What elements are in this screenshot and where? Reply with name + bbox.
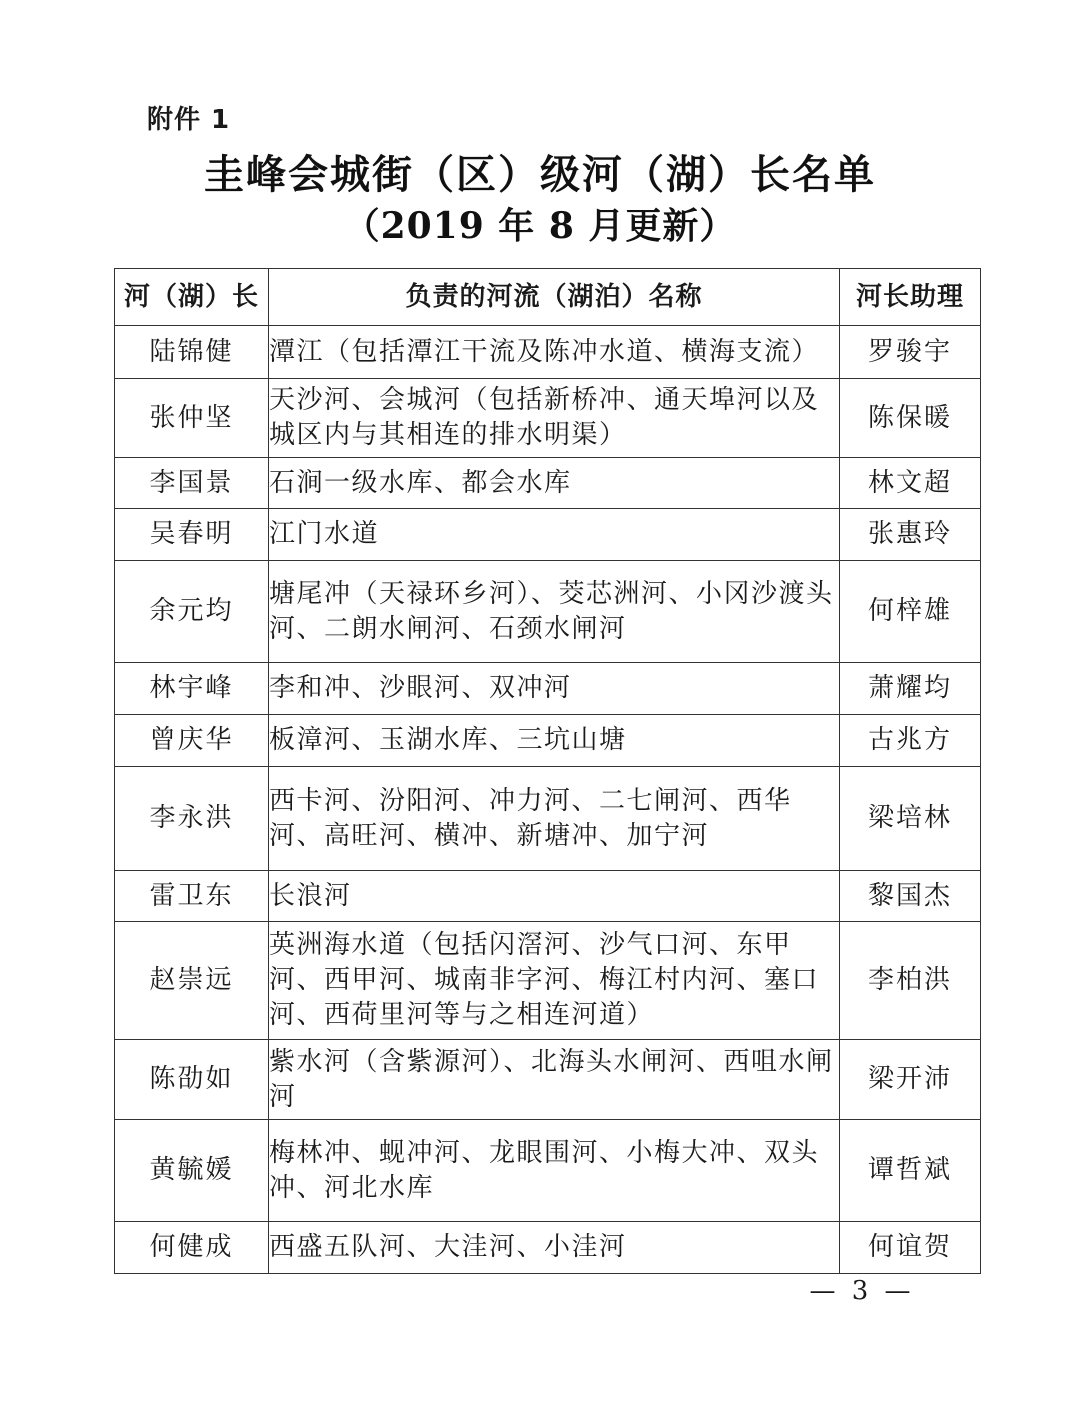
assistant-name: 李柏洪 [840,922,981,1040]
assistant-name: 陈保暖 [840,379,981,458]
river-list: 江门水道 [269,509,840,561]
table-row [115,1120,981,1222]
table-row [115,509,981,561]
document-subtitle: （2019 年 8 月更新） [343,205,737,247]
assistant-name: 谭哲斌 [840,1120,981,1222]
river-list: 西盛五队河、大洼河、小洼河 [269,1222,840,1274]
assistant-name: 张惠玲 [840,509,981,561]
table-row [115,326,981,379]
assistant-name: 梁培林 [840,767,981,871]
assistant-name: 梁开沛 [840,1040,981,1120]
river-list: 李和冲、沙眼河、双冲河 [269,663,840,715]
chief-name: 李永洪 [115,767,269,871]
assistant-name: 罗骏宇 [840,326,981,379]
table-row [115,379,981,458]
chief-name: 陆锦健 [115,326,269,379]
river-list: 天沙河、会城河（包括新桥冲、通天埠河以及城区内与其相连的排水明渠） [269,379,840,458]
chief-name: 陈劭如 [115,1040,269,1120]
chief-name: 张仲坚 [115,379,269,458]
chief-name: 李国景 [115,458,269,509]
table-row [115,1222,981,1274]
table-row [115,767,981,871]
attachment-label: 附件 1 [147,105,231,135]
assistant-name: 何谊贺 [840,1222,981,1274]
river-list: 紫水河（含紫源河）、北海头水闸河、西咀水闸河 [269,1040,840,1120]
river-chief-table [114,268,981,1274]
assistant-name: 林文超 [840,458,981,509]
river-list: 石涧一级水库、都会水库 [269,458,840,509]
chief-name: 何健成 [115,1222,269,1274]
river-list: 西卡河、汾阳河、冲力河、二七闸河、西华河、高旺河、横冲、新塘冲、加宁河 [269,767,840,871]
document-title: 圭峰会城街（区）级河（湖）长名单 [204,151,876,198]
river-list: 塘尾冲（天禄环乡河）、茭芯洲河、小冈沙渡头河、二朗水闸河、石颈水闸河 [269,561,840,663]
river-list: 梅林冲、蚬冲河、龙眼围河、小梅大冲、双头冲、河北水库 [269,1120,840,1222]
table-row [115,458,981,509]
chief-name: 林宇峰 [115,663,269,715]
assistant-name: 何梓雄 [840,561,981,663]
table-row [115,871,981,922]
river-list: 英洲海水道（包括闪滘河、沙气口河、东甲河、西甲河、城南非字河、梅江村内河、塞口河、西荷里河等与之相连河道） [269,922,840,1040]
chief-name: 雷卫东 [115,871,269,922]
header-rivers: 负责的河流（湖泊）名称 [269,269,840,326]
assistant-name: 古兆方 [840,715,981,767]
river-list: 板漳河、玉湖水库、三坑山塘 [269,715,840,767]
chief-name: 吴春明 [115,509,269,561]
river-list: 潭江（包括潭江干流及陈冲水道、横海支流） [269,326,840,379]
page-number: — 3 — [809,1276,915,1306]
table-row [115,561,981,663]
assistant-name: 萧耀均 [840,663,981,715]
chief-name: 余元均 [115,561,269,663]
table-row [115,715,981,767]
river-list: 长浪河 [269,871,840,922]
header-assistant: 河长助理 [840,269,981,326]
chief-name: 赵崇远 [115,922,269,1040]
chief-name: 曾庆华 [115,715,269,767]
chief-name: 黄毓媛 [115,1120,269,1222]
table-row [115,1040,981,1120]
header-chief: 河（湖）长 [115,269,269,326]
table-header-row [115,269,981,326]
table-row [115,922,981,1040]
table-row [115,663,981,715]
assistant-name: 黎国杰 [840,871,981,922]
